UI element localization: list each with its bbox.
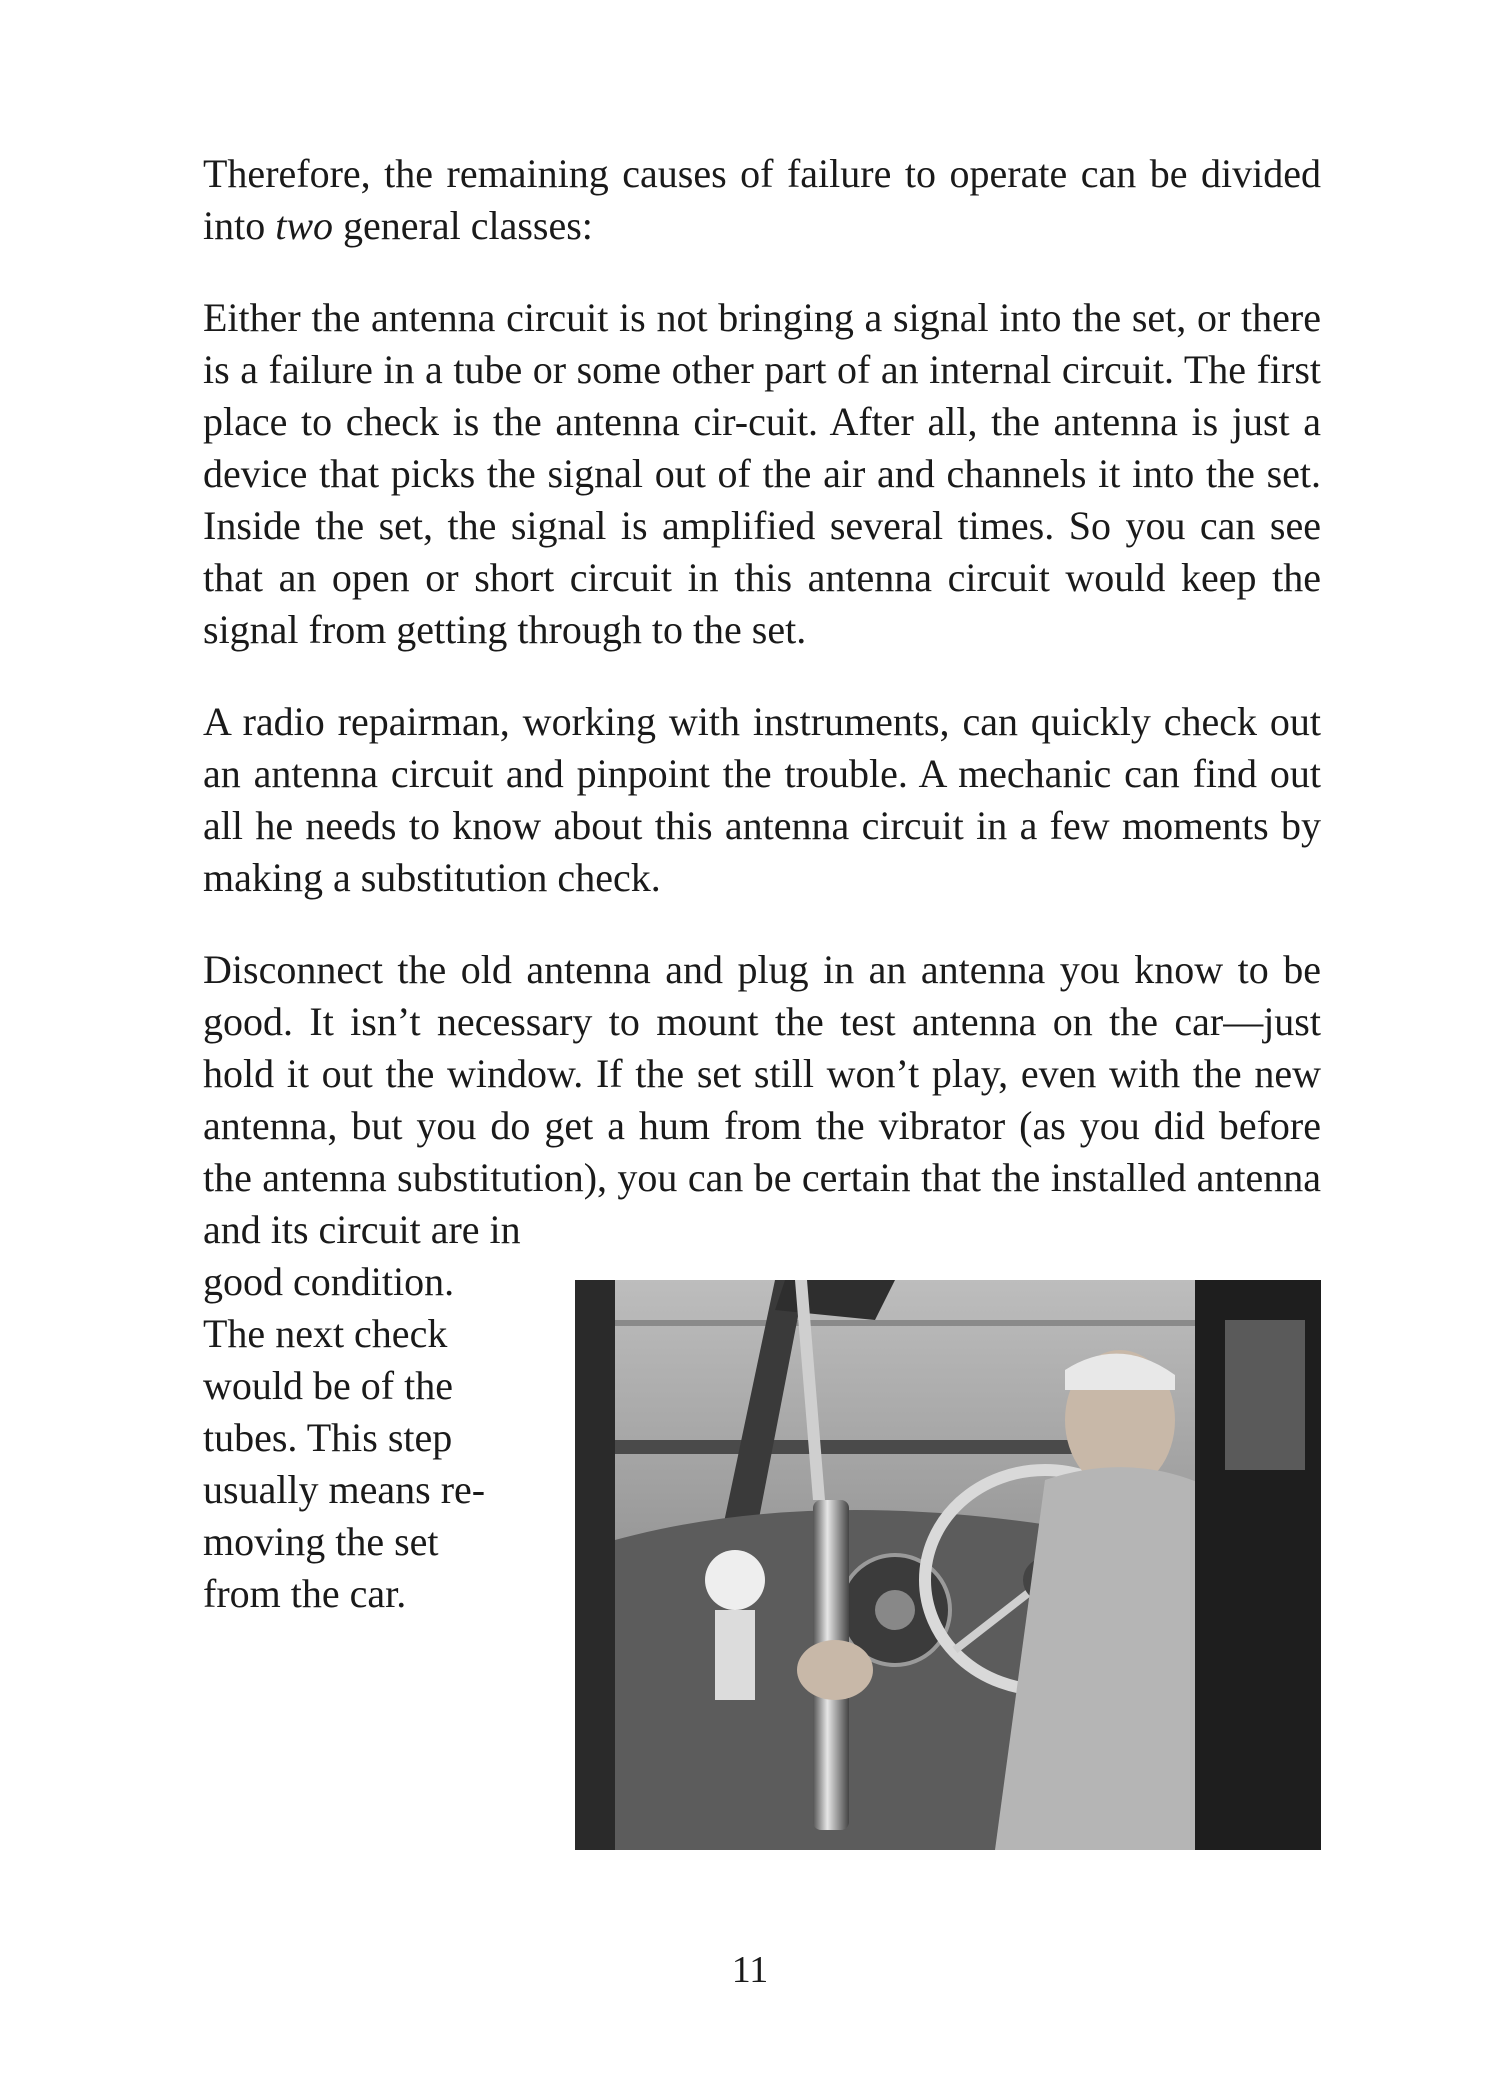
paragraph-2: Either the antenna circuit is not bringing a signal into the set, or there is a failure in a tube or some other part of an internal circuit. The first place to check is the antenna cir-cuit. After all, the antenna is just a device that picks the signal out of the air and channels it into the set. Inside the set, the signal is amplified several times. So you can see that an open or short circuit in this antenna circuit would keep the signal from getting through to the set. — [203, 295, 1321, 652]
wrapped-line: usually means re- — [203, 1467, 486, 1512]
page-number: 11 — [731, 1949, 769, 1991]
wrapped-line: from the car. — [203, 1571, 407, 1616]
paragraph-4: Disconnect the old antenna and plug in an antenna you know to be good. It isn’t necessary to mount the test antenna on the car—just hold it out the window. If the set still won’t play, even with the new antenna, but you do get a hum from the vibrator (as you did before the antenna substitution), you can be certain that the installed antenna and its circuit are in — [203, 947, 1321, 1252]
text-column — [203, 148, 1321, 1856]
emphasis-two: two — [275, 203, 334, 248]
wrapped-line: good condition. — [203, 1259, 455, 1304]
wrapped-text — [203, 1256, 533, 1620]
paragraph-1 — [203, 148, 1321, 252]
paragraph-1-text-end: general classes: — [333, 203, 593, 248]
wrapped-line: tubes. This step — [203, 1415, 453, 1460]
text-image-block — [203, 1256, 1321, 1856]
wrapped-line: would be of the — [203, 1363, 453, 1408]
photo-illustration — [575, 1280, 1321, 1850]
paragraph-1-text: Therefore, the remaining causes of failure to operate can be divided into — [203, 151, 1321, 248]
photo-mechanic-holding-antenna — [575, 1280, 1321, 1850]
wrapped-line: moving the set — [203, 1519, 439, 1564]
wrapped-line: The next check — [203, 1311, 448, 1356]
paragraph-3: A radio repairman, working with instruments, can quickly check out an antenna circuit and pinpoint the trouble. A mechanic can find out all he needs to know about this antenna circuit in a few moments by making a substitution check. — [203, 699, 1321, 900]
